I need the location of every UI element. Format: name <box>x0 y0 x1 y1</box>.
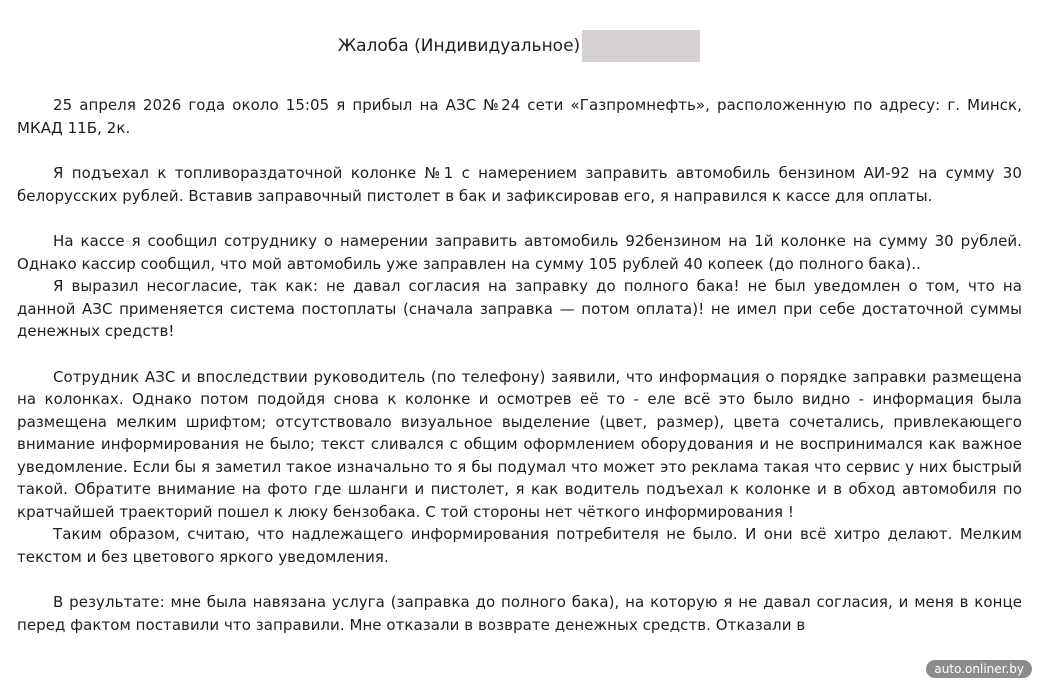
paragraph-arrival: 25 апреля 2026 года около 15:05 я прибыл на АЗС №24 сети «Газпромнефть», расположенную по адресу: г. Минск, МКАД 11Б, 2к. <box>17 96 1022 137</box>
paragraph-disagreement: Я выразил несогласие, так как: не давал согласия на заправку до полного бака! не был уведомлен о том, что на данной АЗС применяется система постоплаты (сначала заправка — потом оплата)! не имел при себе достаточной суммы денежных средств! <box>17 277 1022 340</box>
paragraph-pump: Я подъехал к топливораздаточной колонке №1 с намерением заправить автомобиль бензином АИ-92 на сумму 30 белорусских рублей. Вставив заправочный пистолет в бак и зафиксировав его, я направился к кассе для оплаты. <box>17 164 1022 205</box>
paragraph-result: В результате: мне была навязана услуга (заправка до полного бака), на которую я не давал согласия, и меня в конце перед фактом поставили что заправили. Мне отказали в возврате денежных средств. Отказали в <box>17 593 1022 634</box>
paragraph-conclusion: Таким образом, считаю, что надлежащего информирования потребителя не было. И они всё хитро делают. Мелким текстом и без цветового яркого уведомления. <box>17 525 1022 566</box>
paragraph-cashier: На кассе я сообщил сотруднику о намерении заправить автомобиль 92бензином на 1й колонке на сумму 30 рублей. Однако кассир сообщил, что мой автомобиль уже заправлен на сумму 105 рублей 40 копеек (до полного бака).. <box>17 232 1022 273</box>
document-title: Жалоба (Индивидуальное) <box>337 36 581 56</box>
source-watermark: auto.onliner.by <box>926 660 1032 678</box>
paragraph-staff-claim: Сотрудник АЗС и впоследствии руководитель (по телефону) заявили, что информация о порядке заправки размещена на колонках. Однако потом подойдя снова к колонке и осмотрев её то - еле всё это было видно - информация была размещена мелким шрифтом; отсутствовало визуальное выделение (цвет, размер), цвета сочетались, привлекающего внимание информирования не было; текст сливался с общим оформлением оборудования и не воспринимался как важное уведомление. Если бы я заметил такое изначально то я бы подумал что может это реклама такая что сервис у них быстрый такой. Обратите внимание на фото где шланги и пистолет, я как водитель подъехал к колонке и в обход автомобиля по кратчайшей траекторий пошел к люку бензобака. С той стороны нет чёткого информирования ! <box>17 367 1022 521</box>
redacted-name-block <box>582 30 700 62</box>
document-title-row <box>0 30 1038 62</box>
document-body <box>17 94 1022 636</box>
